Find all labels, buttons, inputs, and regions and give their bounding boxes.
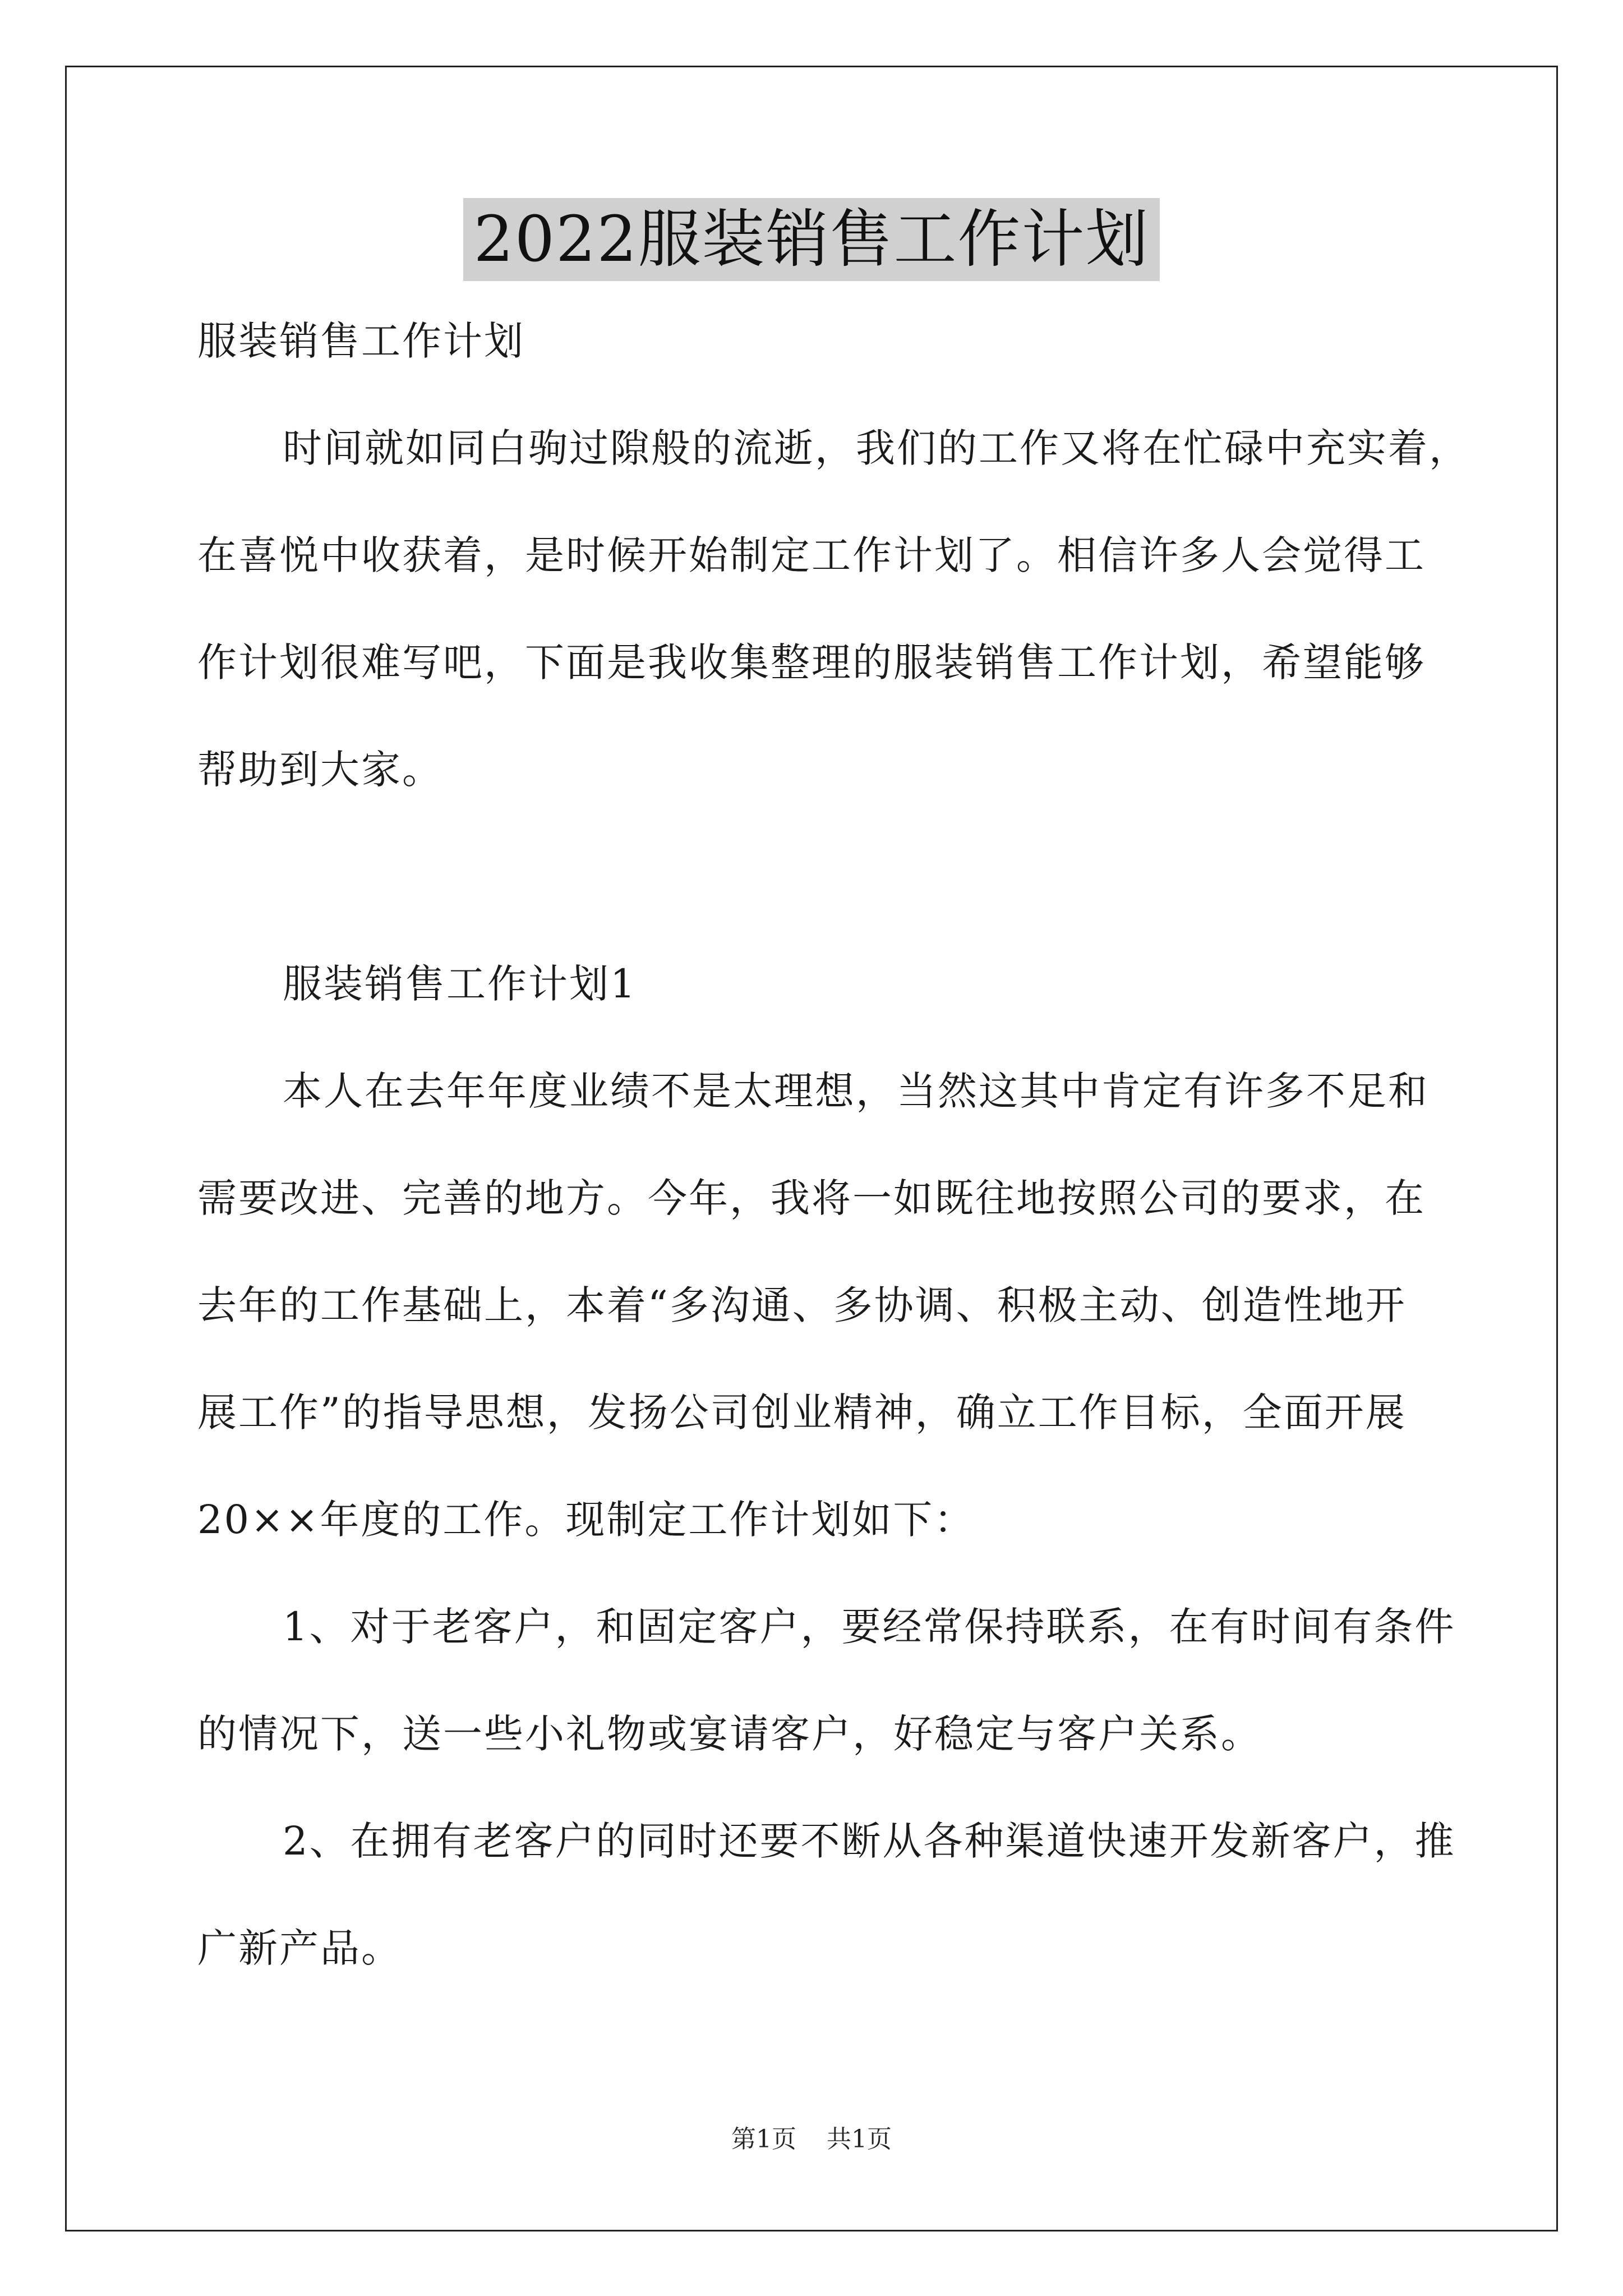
title-container [0, 198, 1623, 281]
intro-line: 在喜悦中收获着，是时候开始制定工作计划了。相信许多人会觉得工 [197, 532, 1426, 578]
body-paragraph [197, 1064, 1431, 1547]
body-line: 需要改进、完善的地方。今年，我将一如既往地按照公司的要求，在 [197, 1175, 1426, 1221]
section-heading-paragraph [197, 957, 1431, 1011]
body-line: 20××年度的工作。现制定工作计划如下： [197, 1497, 975, 1543]
intro-line: 作计划很难写吧，下面是我收集整理的服装销售工作计划，希望能够 [197, 639, 1426, 685]
intro-paragraph [197, 421, 1470, 797]
section-heading: 服装销售工作计划1 [283, 961, 637, 1007]
intro-line: 帮助到大家。 [197, 747, 443, 793]
document-title: 2022服装销售工作计划 [463, 198, 1159, 281]
page-number: 第1页 [731, 2125, 796, 2154]
intro-line: 时间就如同白驹过隙般的流逝，我们的工作又将在忙碌中充实着， [283, 425, 1470, 471]
item-line: 2、在拥有老客户的同时还要不断从各种渠道快速开发新客户，推 [283, 1818, 1456, 1864]
page-total: 共1页 [827, 2125, 892, 2154]
body-line: 去年的工作基础上，本着“多沟通、多协调、积极主动、创造性地开 [197, 1282, 1407, 1328]
item-line: 的情况下，送一些小礼物或宴请客户，好稳定与客户关系。 [197, 1711, 1262, 1757]
body-line: 本人在去年年度业绩不是太理想，当然这其中肯定有许多不足和 [283, 1068, 1429, 1114]
subtitle-line: 服装销售工作计划 [197, 318, 525, 364]
page-footer [0, 2123, 1623, 2156]
document-body [197, 314, 1470, 2028]
body-line: 展工作”的指导思想，发扬公司创业精神，确立工作目标，全面开展 [197, 1389, 1407, 1435]
item-line: 广新产品。 [197, 1925, 402, 1971]
list-item-1 [197, 1600, 1456, 1761]
list-item-2 [197, 1814, 1456, 1975]
item-line: 1、对于老客户，和固定客户，要经常保持联系，在有时间有条件 [283, 1604, 1456, 1650]
subtitle-paragraph [197, 314, 1431, 368]
